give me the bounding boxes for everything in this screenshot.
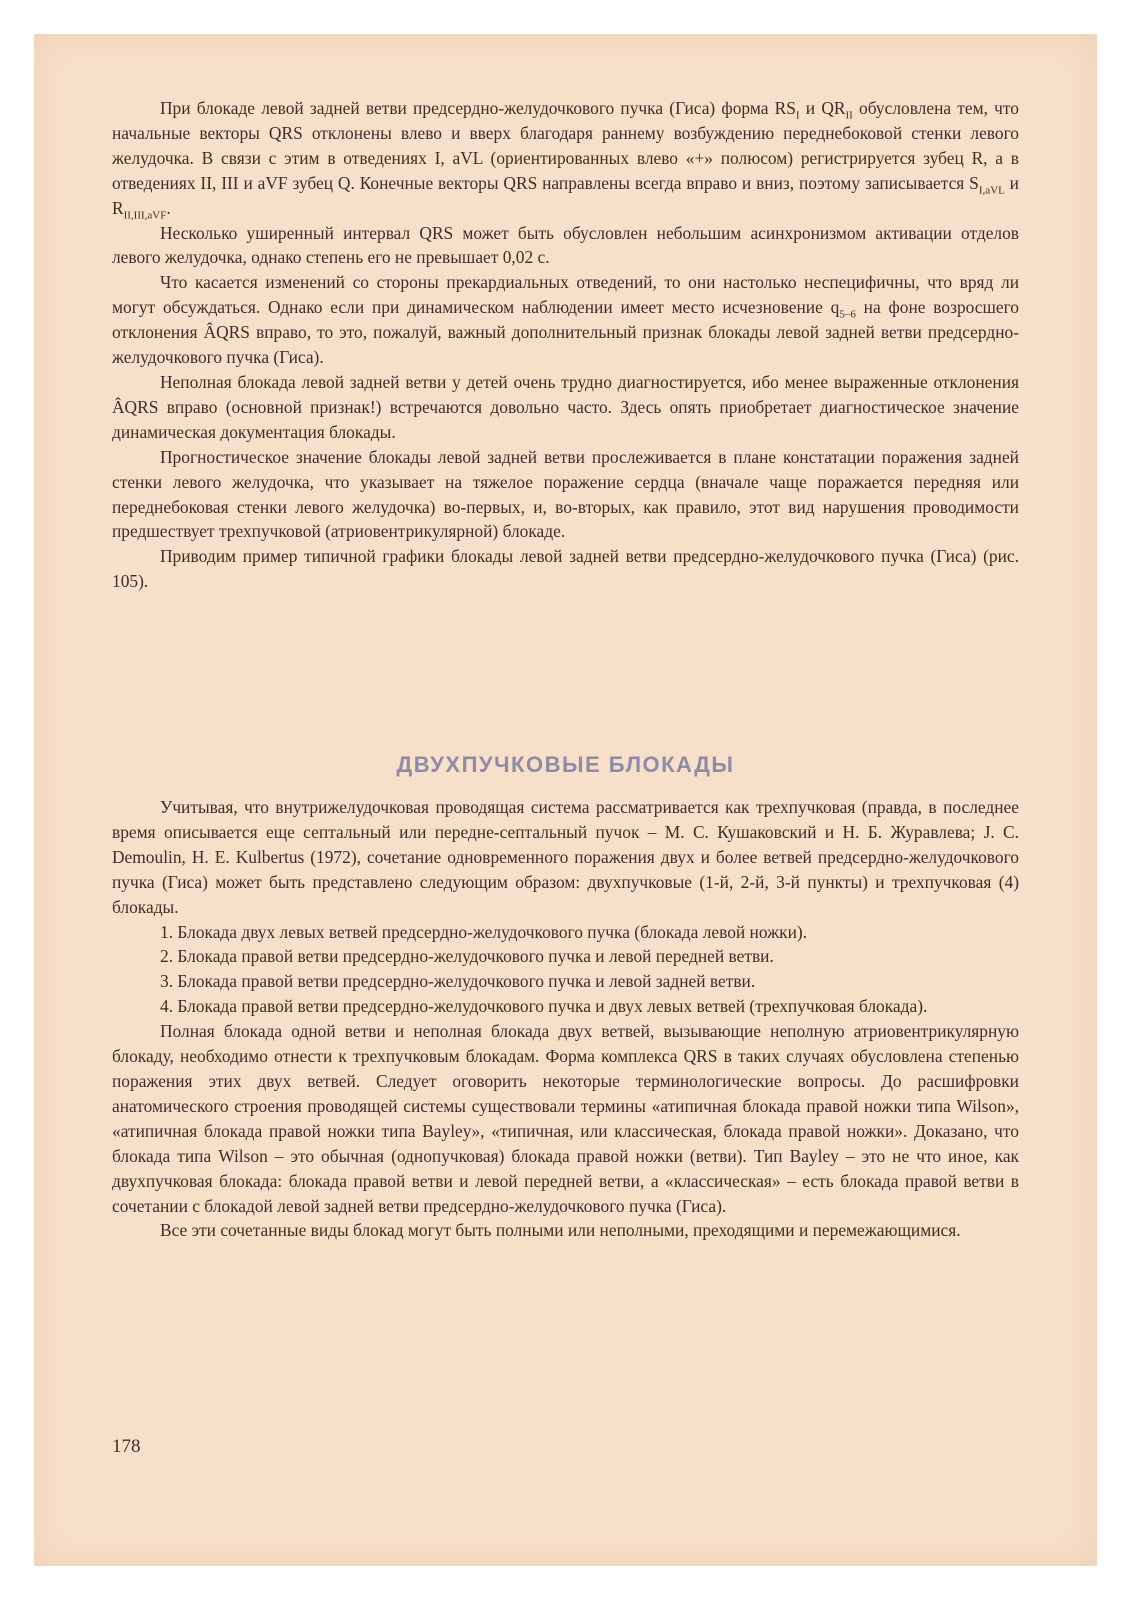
paragraph-lpb-form: При блокаде левой задней ветви предсердно-желудочкового пучка (Гиса) форма $RS_I$ и $QR_{II}$ обусловлена тем, что начальные векторы QRS отклонены влево и вверх благодаря раннему возбуждению переднебоковой стенки левого желудочка. В связи с этим в отведениях I, aVL (ориентированных влево «+» полюсом) регистрируется зубец R, а в отведениях II, III и aVF зубец Q. Конечные векторы QRS направлены всегда вправо и вниз, поэтому записывается $S_{I,aVL}$ и $R_{II,III,aVF}$. <box>112 98 1019 222</box>
top-text-block <box>112 96 1019 594</box>
paragraph-precordial-leads: Что касается изменений со стороны прекардиальных отведений, то они настолько неспецифичны, что вряд ли могут обсуждаться. Однако если при динамическом наблюдении имеет место исчезновение $q_{5-6}$ на фоне возросшего отклонения ÂQRS вправо, то это, пожалуй, важный дополнительный признак блокады левой задней ветви предсердно-желудочкового пучка (Гиса). <box>112 272 1020 368</box>
bottom-text-block <box>112 795 1019 1243</box>
paragraph-prognosis: Прогностическое значение блокады левой задней ветви прослеживается в плане констатации поражения задней стенки левого желудочка, что указывает на тяжелое поражение сердца (вначале чаще поражается передняя или переднебоковая стенки левого желудочка) во-первых, и, во-вторых, как правило, этот вид нарушения проводимости предшествует трехпучковой (атриовентрикулярной) блокаде. <box>112 446 1019 542</box>
section-heading: ДВУХПУЧКОВЫЕ БЛОКАДЫ <box>396 752 735 777</box>
paragraph-incomplete-block: Неполная блокада левой задней ветви у детей очень трудно диагностируется, ибо менее выраженные отклонения ÂQRS вправо (основной признак!) встречаются довольно часто. Здесь опять приобретает диагностическое значение динамическая документация блокады. <box>112 371 1019 442</box>
list-item-1: 1. Блокада двух левых ветвей предсердно-желудочкового пучка (блокада левой ножки). <box>160 921 808 942</box>
list-item-4: 4. Блокада правой ветви предсердно-желудочкового пучка и двух левых ветвей (трехпучковая блокада). <box>160 996 928 1017</box>
paragraph-example-reference: Приводим пример типичной графики блокады левой задней ветви предсердно-желудочкового пучка (Гиса) (рис. 105). <box>112 546 1019 592</box>
page-number: 178 <box>112 1436 141 1457</box>
paragraph-terminology: Полная блокада одной ветви и неполная блокада двух ветвей, вызывающие неполную атриовентрикулярную блокаду, необходимо отнести к трехпучковым блокадам. Форма комплекса QRS в таких случаях обусловлена степенью поражения этих двух ветвей. Следует оговорить некоторые терминологические вопросы. До расшифровки анатомического строения проводящей системы существовали термины «атипичная блокада правой ножки типа Wilson», «атипичная блокада правой ножки типа Bayley», «типичная, или классическая, блокада правой ножки». Доказано, что блокада типа Wilson – это обычная (однопучковая) блокада правой ножки (ветви). Тип Bayley – это не что иное, как двухпучковая блокада: блокада правой ветви и левой передней ветви, а «классическая» – есть блокада правой ветви в сочетании с блокадой левой задней ветви предсердно-желудочкового пучка (Гиса). <box>112 1021 1019 1216</box>
paragraph-intro: Учитывая, что внутрижелудочковая проводящая система рассматривается как трехпучковая (правда, в последнее время описывается еще септальный или передне-септальный пучок – М. С. Кушаковский и Н. Б. Журавлева; J. C. Demoulin, H. E. Kulbertus (1972), сочетание одновременного поражения двух и более ветвей предсердно-желудочкового пучка (Гиса) может быть представлено следующим образом: двухпучковые (1-й, 2-й, 3-й пункты) и трехпучковая (4) блокады. <box>112 797 1019 917</box>
paragraph-conclusion: Все эти сочетанные виды блокад могут быть полными или неполными, преходящими и перемежающимися. <box>160 1220 961 1241</box>
list-item-3: 3. Блокада правой ветви предсердно-желудочкового пучка и левой задней ветви. <box>160 971 756 992</box>
paragraph-qrs-interval: Несколько уширенный интервал QRS может быть обусловлен небольшим асинхронизмом активации отделов левого желудочка, однако степень его не превышает 0,02 с. <box>112 222 1019 268</box>
list-item-2: 2. Блокада правой ветви предсердно-желудочкового пучка и левой передней ветви. <box>160 946 774 967</box>
